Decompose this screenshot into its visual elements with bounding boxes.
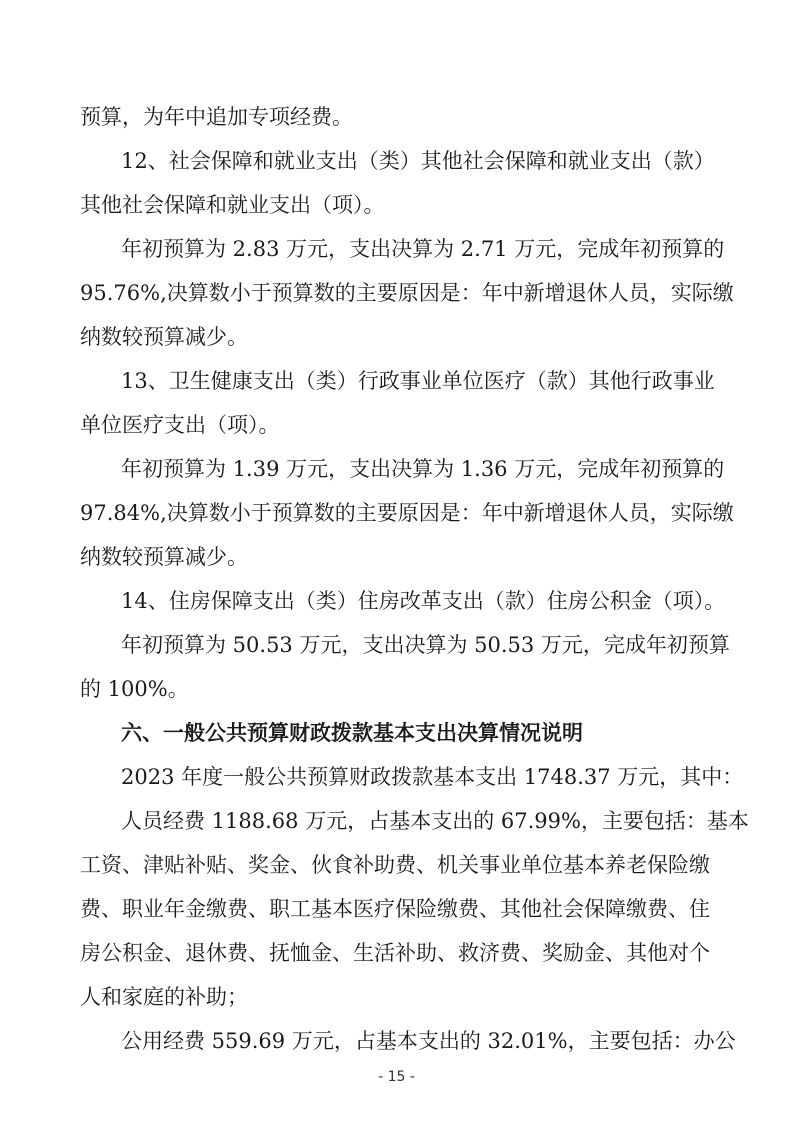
text-line: 年初预算为 2.83 万元，支出决算为 2.71 万元，完成年初预算的 <box>121 237 725 261</box>
section-heading: 六、一般公共预算财政拨款基本支出决算情况说明 <box>121 721 583 745</box>
text-line: 预算，为年中追加专项经费。 <box>80 105 353 129</box>
text-line: 纳数较预算减少。 <box>80 325 248 349</box>
text-line: 95.76%,决算数小于预算数的主要原因是：年中新增退休人员，实际缴 <box>80 281 734 305</box>
item-14-heading: 14、住房保障支出（类）住房改革支出（款）住房公积金（项）。 <box>121 589 726 613</box>
text-line: 费、职业年金缴费、职工基本医疗保险缴费、其他社会保障缴费、住 <box>80 897 710 921</box>
text-line: 年初预算为 50.53 万元，支出决算为 50.53 万元，完成年初预算 <box>121 633 730 657</box>
item-12-heading: 12、社会保障和就业支出（类）其他社会保障和就业支出（款） <box>121 149 715 173</box>
text-line: 单位医疗支出（项）。 <box>80 413 280 437</box>
text-line: 工资、津贴补贴、奖金、伙食补助费、机关事业单位基本养老保险缴 <box>80 853 710 877</box>
text-line: 其他社会保障和就业支出（项）。 <box>80 193 385 217</box>
page-number: - 15 - <box>378 1069 415 1085</box>
text-line: 人和家庭的补助； <box>80 985 248 1009</box>
text-line: 97.84%,决算数小于预算数的主要原因是：年中新增退休人员，实际缴 <box>80 501 734 525</box>
text-line: 年初预算为 1.39 万元，支出决算为 1.36 万元，完成年初预算的 <box>121 457 725 481</box>
text-line: 的 100%。 <box>80 677 189 701</box>
text-line: 房公积金、退休费、抚恤金、生活补助、救济费、奖励金、其他对个 <box>80 941 710 965</box>
item-13-heading: 13、卫生健康支出（类）行政事业单位医疗（款）其他行政事业 <box>121 369 715 393</box>
text-line: 公用经费 559.69 万元，占基本支出的 32.01%，主要包括：办公 <box>121 1029 736 1053</box>
text-line: 人员经费 1188.68 万元，占基本支出的 67.99%，主要包括：基本 <box>121 809 749 833</box>
text-line: 2023 年度一般公共预算财政拨款基本支出 1748.37 万元，其中： <box>121 765 744 789</box>
text-line: 纳数较预算减少。 <box>80 545 248 569</box>
